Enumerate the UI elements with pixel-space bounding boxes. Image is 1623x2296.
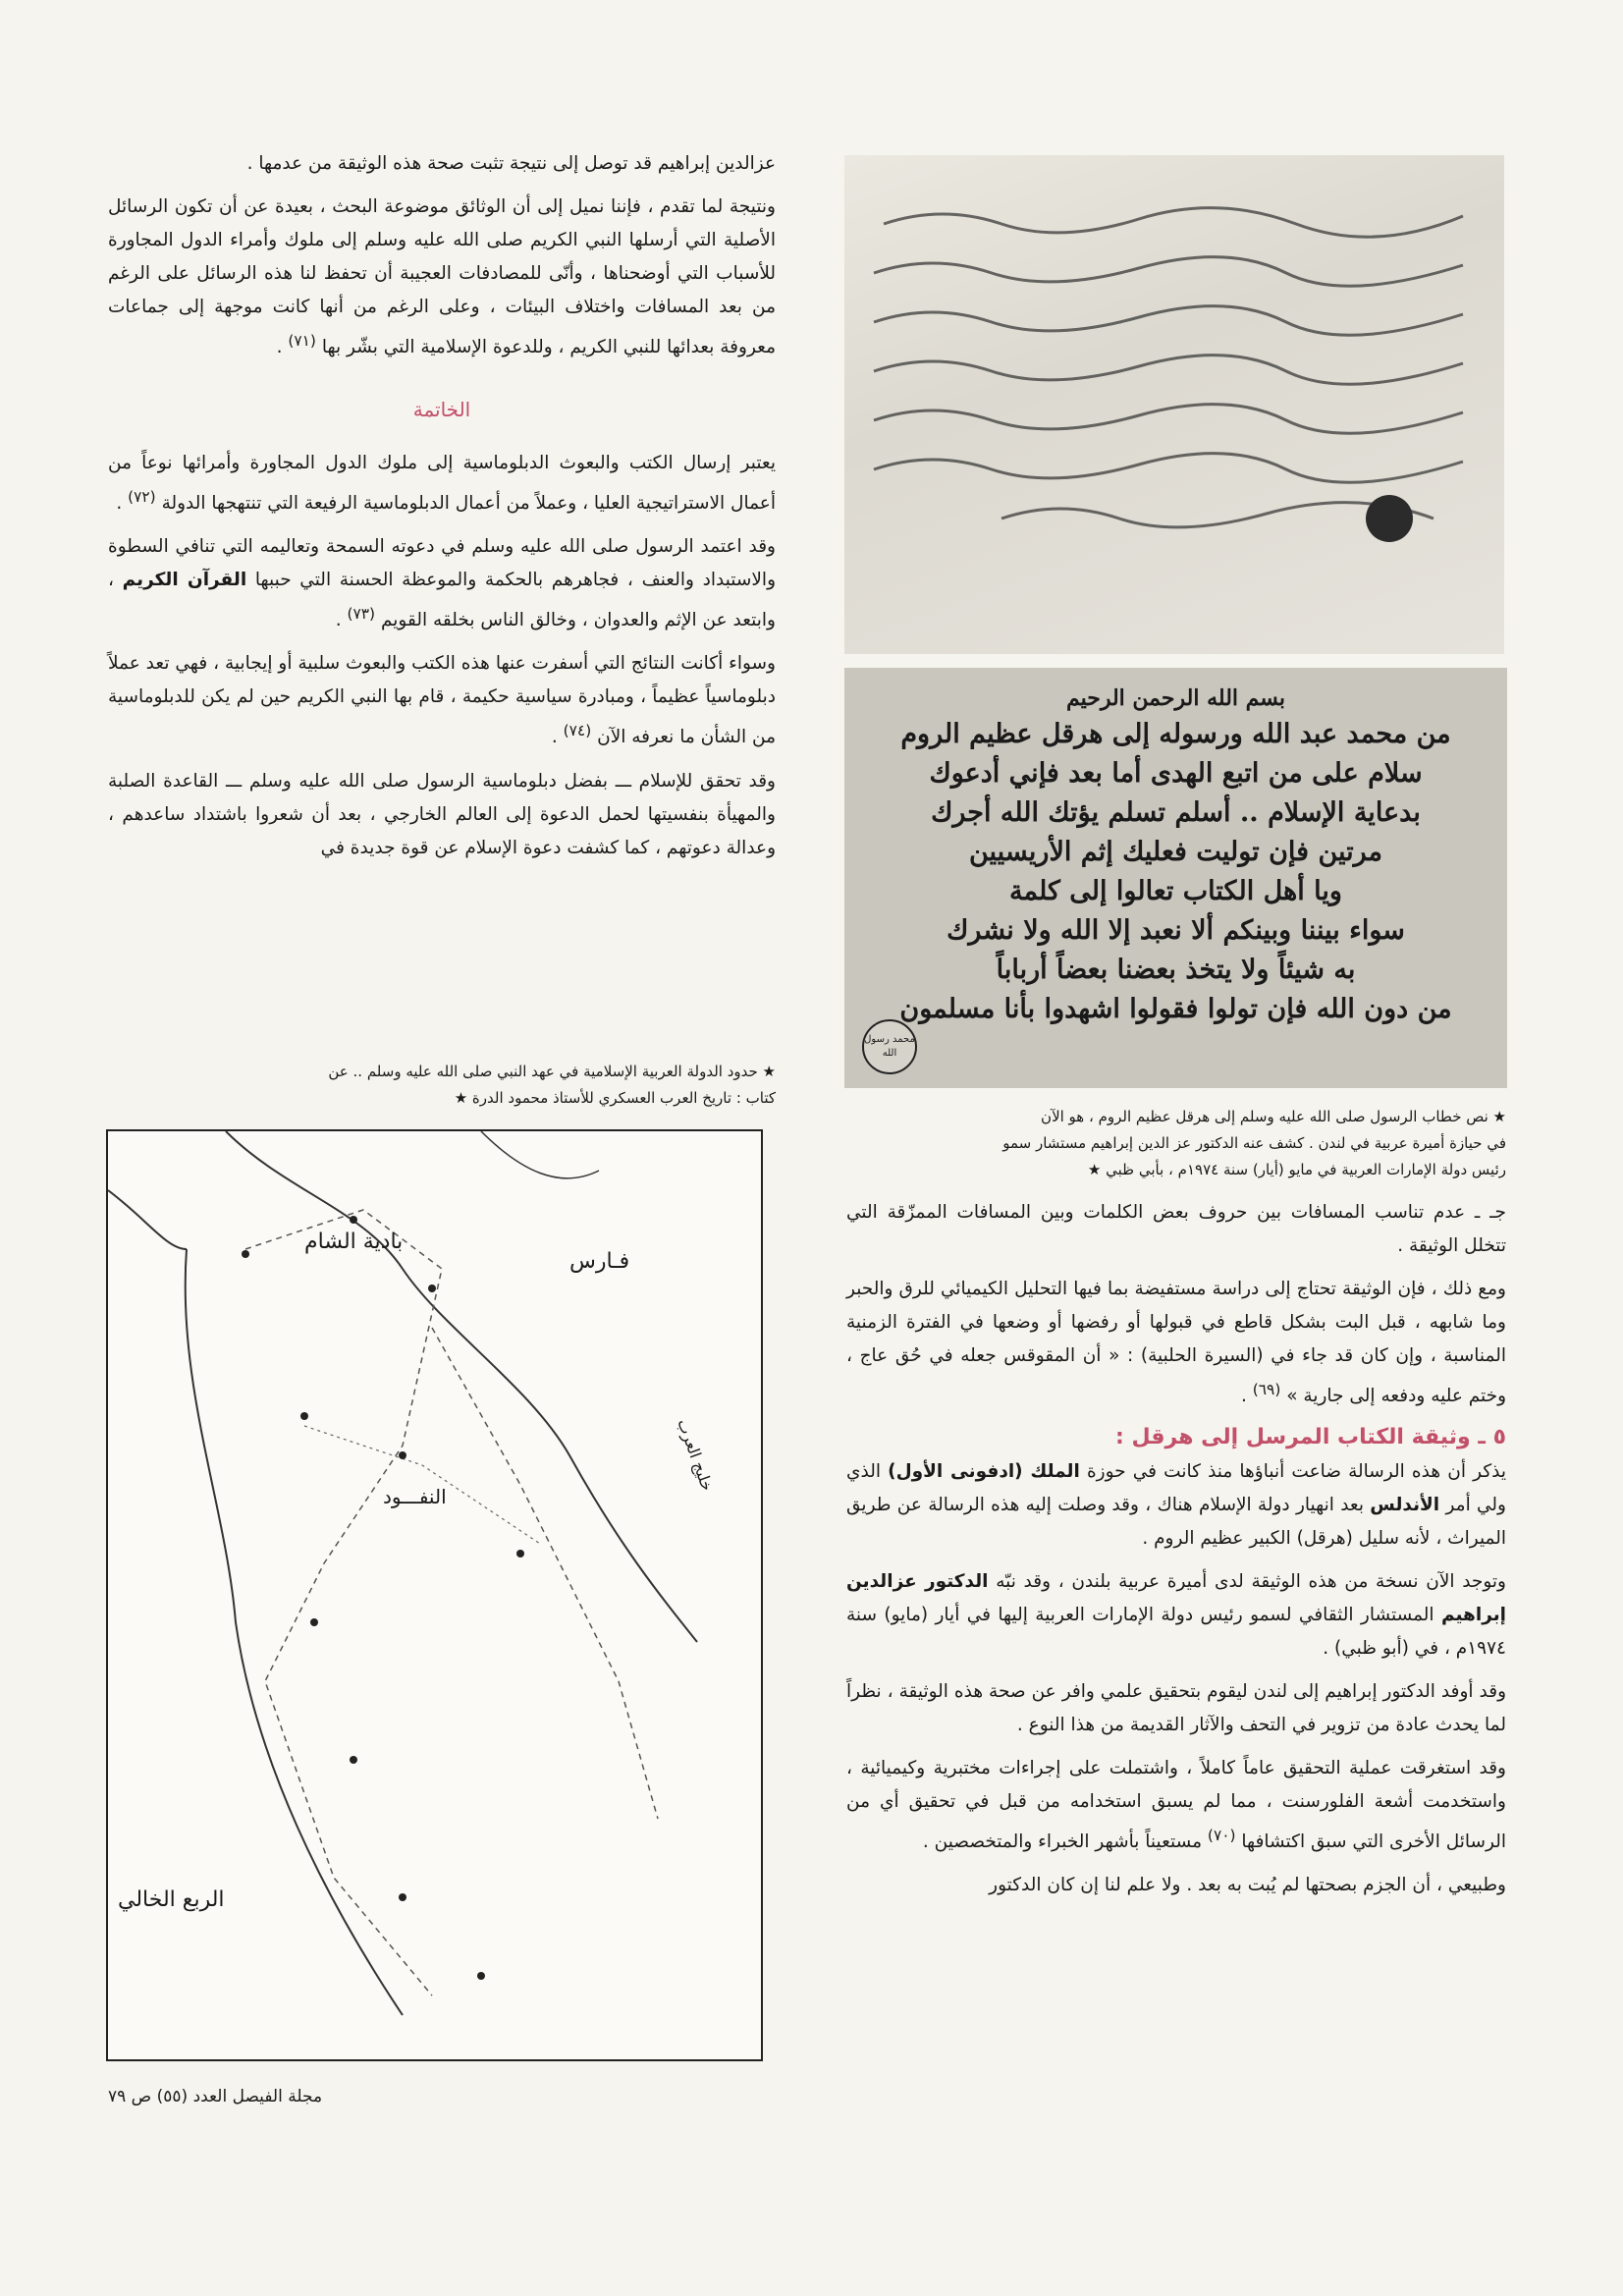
transcript-line-7: به شيئاً ولا يتخذ بعضنا بعضاً أرباباً (996, 955, 1356, 985)
nevertheless-paragraph: ومع ذلك ، فإن الوثيقة تحتاج إلى دراسة مستفيضة بما فيها التحليل الكيميائي للرق والحبر وما شابهه ، قبل البت بشكل قاطع في قبولها أو رفضها أو وضعها في الفترة الزمنية المناسبة ، وإن كان قد جاء في (السيرة الحلبية) : « أن المقوقس جعله في حُق عاج ، وختم عليه ودفعه إلى جارية » $^{(٦٩)}$ . (846, 1279, 1506, 1407)
map-city-marker (399, 1893, 406, 1901)
transcript-line-8: من دون الله فإن تولوا فقولوا اشهدوا بأنا مسلمون (899, 994, 1452, 1024)
footnote-ref: (٦٩) (1252, 1381, 1281, 1398)
map-city-marker (350, 1216, 357, 1224)
conclusion-intro-paragraph: ونتيجة لما تقدم ، فإننا نميل إلى أن الوثائق موضوعة البحث ، بعيدة عن أن تكون الرسائل الأصلية التي أرسلها النبي الكريم صلى الله عليه وسلم إلى ملوك وأمراء الدول المجاورة للأسباب التي أوضحناها ، وأنّى للمصادفات العجيبة أن تحفظ لنا هذه الرسائل على الرغم من بعد المسافات واختلاف البيئات ، وعلى الرغم من أنها كانت موجهة إلى جماعات معروفة بعدائها للنبي الكريم ، وللدعوة الإسلامية التي بشّر بها $^{(٧١)}$ . (108, 196, 776, 358)
photo-caption-line-3: رئيس دولة الإمارات العربية في مايو (أيار) سنة ١٩٧٤م ، بأبي ظبي ★ (1087, 1161, 1506, 1178)
point-j-paragraph: جـ ـ عدم تناسب المسافات بين حروف بعض الكلمات وبين المسافات الممزّقة التي تتخلل الوثيقة . (846, 1202, 1506, 1256)
manuscript-photo (844, 155, 1504, 654)
map-city-marker (242, 1250, 249, 1258)
map-label-fars: فـارس (569, 1249, 630, 1274)
map-caption (108, 1059, 776, 1112)
map-city-marker (399, 1451, 406, 1459)
transcript-photo (844, 668, 1507, 1088)
section-5-paragraph-2: وتوجد الآن نسخة من هذه الوثيقة لدى أميرة عربية بلندن ، وقد نبّه الدكتور عزالدين إبراهيم المستشار الثقافي لسمو رئيس دولة الإمارات العربية إليها في أيار (مايو) سنة ١٩٧٤م ، في (أبو ظبي) . (846, 1571, 1506, 1660)
map-city-marker (428, 1285, 436, 1292)
manuscript-strokes (844, 155, 1504, 654)
bold-andalus: الأندلس (1370, 1495, 1440, 1516)
section-5-title: ٥ ـ وثيقة الكتاب المرسل إلى هرقل : (1115, 1425, 1506, 1450)
arabia-map (106, 1129, 763, 2061)
map-boundary-dashed (245, 1210, 442, 1995)
map-coastline-east (226, 1131, 697, 1642)
section-5-paragraph-3: وقد أوفد الدكتور إبراهيم إلى لندن ليقوم بتحقيق علمي وافر عن صحة هذه الوثيقة ، نظراً لما يحدث عادة من تزوير في التحف والآثار القديمة من هذا النوع . (846, 1681, 1506, 1736)
page-footer: مجلة الفيصل العدد (٥٥) ص ٧٩ (108, 2087, 323, 2106)
map-caption-line-2: كتاب : تاريخ العرب العسكري للأستاذ محمود الدرة ★ (454, 1089, 776, 1107)
map-boundary-dashed-east (432, 1328, 658, 1819)
right-text-column (846, 1196, 1506, 1912)
footnote-ref: (٧٣) (347, 605, 376, 624)
map-river (481, 1131, 599, 1178)
map-city-marker (300, 1412, 308, 1420)
map-label-rub: الربع الخالي (118, 1887, 225, 1912)
footnote-ref: (٧٤) (563, 722, 592, 740)
footnote-ref: (٧٢) (128, 488, 156, 507)
footnote-ref: (٧١) (288, 332, 316, 350)
map-caption-line-1: ★ حدود الدولة العربية الإسلامية في عهد النبي صلى الله عليه وسلم .. عن (328, 1063, 776, 1080)
map-city-marker (516, 1550, 524, 1558)
transcript-line-1: من محمد عبد الله ورسوله إلى هرقل عظيم الروم (900, 719, 1451, 749)
map-label-nafud: النفـــود (383, 1485, 447, 1508)
map-label-sea: خليج العرب (674, 1416, 718, 1494)
section-5-paragraph-4: وقد استغرقت عملية التحقيق عاماً كاملاً ، واشتملت على إجراءات مختبرية وكيميائية ، واستخدمت أشعة الفلورسنت ، مما لم يسبق استخدامه من قبل في تحقيق أي من الرسائل الأخرى التي سبق اكتشافها $^{(٧٠)}$ مستعيناً بأشهر الخبراء والمتخصصين . (846, 1758, 1506, 1853)
conclusion-paragraph-2: وقد اعتمد الرسول صلى الله عليه وسلم في دعوته السمحة وتعاليمه التي تنافي السطوة والاستبداد والعنف ، فجاهرهم بالحكمة والموعظة الحسنة التي حببها القرآن الكريم ، وابتعد عن الإثم والعدوان ، وخالق الناس بخلقه القويم $^{(٧٣)}$ . (108, 536, 776, 631)
transcript-line-5: ويا أهل الكتاب تعالوا إلى كلمة (1009, 876, 1342, 906)
transcript-line-6: سواء بيننا وبينكم ألا نعبد إلا الله ولا نشرك (947, 915, 1405, 946)
section-5-paragraph-5: وطبيعي ، أن الجزم بصحتها لم يُبت به بعد . ولا علم لنا إن كان الدكتور (989, 1875, 1506, 1896)
conclusion-paragraph-4: وقد تحقق للإسلام ـــ بفضل دبلوماسية الرسول صلى الله عليه وسلم ـــ القاعدة الصلبة والمهيأة بنفسيتها لحمل الدعوة إلى العالم الخارجي ، بعد أن شعروا باشتداد ساعدهم ، وعدالة دعوتهم ، كما كشفت دعوة الإسلام عن قوة جديدة في (108, 770, 776, 858)
map-coastline-north (108, 1190, 187, 1249)
transcript-line-0: بسم الله الرحمن الرحيم (1065, 685, 1286, 711)
bold-quran: القرآن الكريم (122, 570, 247, 591)
map-drawing (108, 1131, 761, 2059)
map-city-marker (350, 1756, 357, 1764)
conclusion-paragraph-3: وسواء أكانت النتائج التي أسفرت عنها هذه الكتب والبعوث سلبية أو إيجابية ، فهي تعد عملاً دبلوماسياً عظيماً ، ومبادرة سياسية حكيمة ، قام بها النبي الكريم حين لم يكن للدبلوماسية من الشأن ما نعرفه الآن $^{(٧٤)}$ . (108, 653, 776, 748)
transcript-line-4: مرتين فإن توليت فعليك إثم الأريسيين (968, 837, 1383, 867)
transcript-seal: محمد رسول الله (862, 1019, 917, 1074)
left-text-column (108, 147, 776, 875)
transcript-line-2: سلام على من اتبع الهدى أما بعد فإني أدعوك (929, 758, 1423, 789)
conclusion-heading: الخاتمة (412, 398, 471, 422)
photo-caption-line-1: ★ نص خطاب الرسول صلى الله عليه وسلم إلى هرقل عظيم الروم ، هو الآن (1041, 1108, 1506, 1125)
bold-king-name: الملك (ادفونى الأول) (888, 1461, 1080, 1483)
map-city-marker (477, 1972, 485, 1980)
photo-caption-line-2: في حيازة أميرة عربية في لندن . كشف عنه الدكتور عز الدين إبراهيم مستشار سمو (1002, 1134, 1506, 1152)
manuscript-seal (1366, 495, 1413, 542)
map-city-marker (310, 1618, 318, 1626)
map-label-sham: بادية الشام (304, 1230, 404, 1254)
transcript-line-3: بدعاية الإسلام .. أسلم تسلم يؤتك الله أجرك (931, 797, 1421, 828)
footnote-ref: (٧٠) (1207, 1827, 1236, 1845)
photo-caption (846, 1104, 1506, 1183)
conclusion-paragraph-1: يعتبر إرسال الكتب والبعوث الدبلوماسية إلى ملوك الدول المجاورة وأمرائها نوعاً من أعمال الاستراتيجية العليا ، وعملاً من أعمال الدبلوماسية الرفيعة التي تنتهجها الدولة $^{(٧٢)}$ . (108, 453, 776, 515)
intro-paragraph: عزالدين إبراهيم قد توصل إلى نتيجة تثبت صحة هذه الوثيقة من عدمها . (246, 153, 776, 174)
section-5-paragraph-1: يذكر أن هذه الرسالة ضاعت أنباؤها منذ كانت في حوزة الملك (ادفونى الأول) الذي ولي أمر الأندلس بعد انهيار دولة الإسلام هناك ، وقد وصلت إليه هذه الرسالة عن طريق الميراث ، لأنه سليل (هرقل) الكبير عظيم الروم . (846, 1461, 1506, 1550)
bold-doctor-name: الدكتور عزالدين إبراهيم (846, 1571, 1506, 1626)
